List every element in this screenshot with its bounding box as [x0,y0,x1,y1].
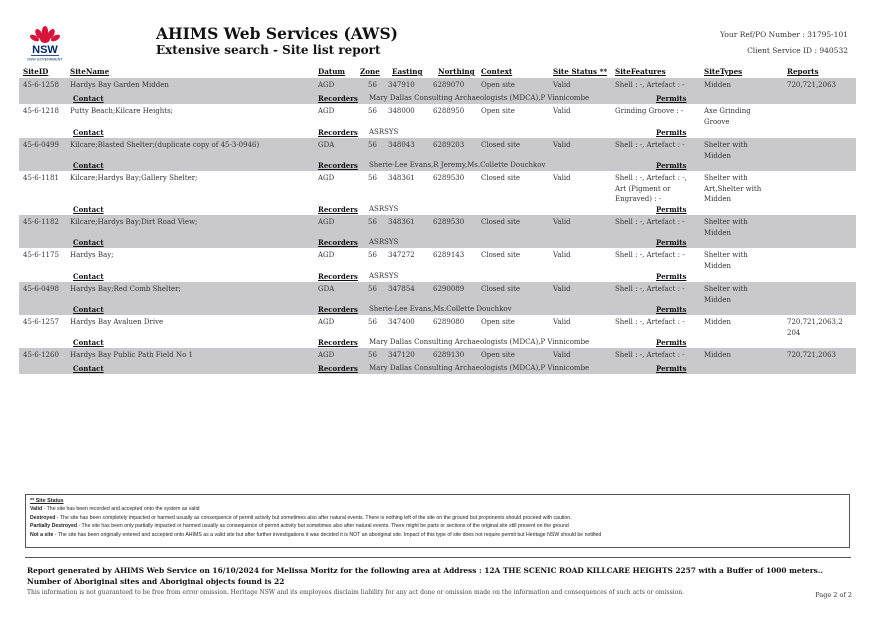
recorders-label: Recorders [318,338,358,347]
waratah-icon [29,26,61,43]
site-status: Valid [553,141,571,149]
site-types: Shelter with Midden [704,251,748,270]
site-status: Valid [553,251,571,259]
zone: 56 [368,218,377,226]
context: Closed site [481,218,521,226]
context: Closed site [481,251,521,259]
col-header-reports: Reports [787,67,819,76]
svg-text:NSW GOVERNMENT: NSW GOVERNMENT [27,57,63,62]
site-types: Midden [704,351,732,359]
permits-label: Permits [656,128,687,137]
zone: 56 [368,251,377,259]
context: Open site [481,81,515,89]
site-status: Valid [553,218,571,226]
site-name: Kilcare;Hardys Bay;Gallery Shelter; [70,174,198,182]
datum: AGD [318,251,335,259]
site-name: Hardys Bay; [70,251,114,259]
site-status: Valid [553,285,571,293]
easting: 348043 [388,141,415,149]
easting: 348000 [388,107,415,115]
report-generated-line: Report generated by AHIMS Web Service on 16/10/2024 for Melissa Moritz for the following area at Address : 12A THE SCENIC ROAD KILLCARE HEIGHTS 2257 with a Buffer of 1000 meters.. [27,566,823,575]
context: Closed site [481,174,521,182]
site-features: Shell : -, Artefact : - [615,251,685,259]
permits-label: Permits [656,364,687,373]
permits-label: Permits [656,338,687,347]
recorders-value: Mary Dallas Consulting Archaeologists (MDCA),P Vinnicombe [369,338,590,346]
site-types: Midden [704,81,732,89]
recorders-label: Recorders [318,364,358,373]
col-header-easting: Easting [392,67,423,76]
northing: 6289203 [433,141,465,149]
zone: 56 [368,318,377,326]
nsw-government-logo [22,24,68,62]
datum: GDA [318,141,335,149]
site-name: Hardys Bay Garden Midden [70,81,169,89]
site-features: Shell : -, Artefact : - [615,81,685,89]
reports: 720,721,2063,2 204 [787,318,843,337]
context: Open site [481,318,515,326]
page-number: Page 2 of 2 [815,591,852,599]
datum: AGD [318,81,335,89]
legend-item-valid: Valid - The site has been recorded and accepted onto the system as valid [30,506,200,512]
zone: 56 [368,81,377,89]
reports: 720,721,2063 [787,81,836,89]
recorders-value: Sherie-Lee Evans,Ms.Collette Douchkov [369,305,512,313]
col-header-sitetypes: SiteTypes [704,67,743,76]
legend-title: ** Site Status [30,498,64,504]
site-id: 45-6-1218 [23,107,59,115]
col-header-zone: Zone [360,67,380,76]
permits-label: Permits [656,305,687,314]
site-status: Valid [553,174,571,182]
site-features: Grinding Groove : - [615,107,684,115]
legend-item-destroyed: Destroyed - The site has been completely impacted or harmed usually as consequence of permit activity but sometimes also after natural events. There is nothing left of the site on the ground but proponents should proceed with caution. [30,514,572,521]
site-features: Shell : -, Artefact : -, Art (Pigment or Engraved) : - [615,174,687,203]
recorders-value: Mary Dallas Consulting Archaeologists (MDCA),P Vinnicombe [369,364,590,372]
recorders-value: ASRSYS [369,128,399,136]
northing: 6289070 [433,81,465,89]
datum: AGD [318,351,335,359]
contact-label: Contact [73,94,104,103]
site-features: Shell : -, Artefact : - [615,218,685,226]
reports: 720,721,2063 [787,351,836,359]
recorders-value: ASRSYS [369,238,399,246]
easting: 347400 [388,318,415,326]
recorders-value: Mary Dallas Consulting Archaeologists (MDCA),P Vinnicombe [369,94,590,102]
recorders-value: ASRSYS [369,205,399,213]
site-id: 45-6-1258 [23,81,59,89]
context: Closed site [481,285,521,293]
contact-label: Contact [73,338,104,347]
report-subtitle: Extensive search - Site list report [156,43,381,57]
easting: 347854 [388,285,415,293]
site-features: Shell : -, Artefact : - [615,351,685,359]
site-id: 45-6-1257 [23,318,59,326]
easting: 347120 [388,351,415,359]
client-service-id: Client Service ID : 940532 [747,46,848,55]
site-types: Axe Grinding Groove [704,107,751,126]
context: Closed site [481,141,521,149]
site-features: Shell : -, Artefact : - [615,318,685,326]
datum: AGD [318,107,335,115]
permits-label: Permits [656,272,687,281]
legend-item-not-a-site: Not a site - The site has been originally entered and accepted onto AHIMS as a valid site but after further investigations it was decided it is NOT an aboriginal site. Impact of this type of site does not require permit but Heritage NSW should be notified [30,531,602,538]
northing: 6290089 [433,285,465,293]
footer-divider [25,557,851,558]
northing: 6289143 [433,251,465,259]
zone: 56 [368,141,377,149]
permits-label: Permits [656,238,687,247]
easting: 347272 [388,251,415,259]
col-header-context: Context [481,67,513,76]
contact-label: Contact [73,205,104,214]
northing: 6289530 [433,174,465,182]
col-header-datum: Datum [318,67,346,76]
col-header-siteid: SiteID [23,67,49,76]
col-header-northing: Northing [438,67,475,76]
zone: 56 [368,351,377,359]
datum: AGD [318,318,335,326]
recorders-label: Recorders [318,94,358,103]
legend-item-partially-destroyed: Partially Destroyed - The site has been only partially impacted or harmed usually as consequence of permit activity but sometimes also after natural events. There might be parts or sections of the original site still present on the ground [30,523,569,530]
permits-label: Permits [656,161,687,170]
recorders-label: Recorders [318,238,358,247]
site-types: Shelter with Midden [704,218,748,237]
easting: 347910 [388,81,415,89]
site-id: 45-6-1260 [23,351,59,359]
contact-label: Contact [73,305,104,314]
easting: 348361 [388,174,415,182]
recorders-value: Sherie-Lee Evans,R Jeremy,Ms.Collette Douchkov [369,161,546,169]
context: Open site [481,351,515,359]
site-count-line: Number of Aboriginal sites and Aboriginal objects found is 22 [27,577,285,586]
site-status: Valid [553,107,571,115]
recorders-value: ASRSYS [369,272,399,280]
site-id: 45-6-0499 [23,141,59,149]
site-types: Shelter with Midden [704,285,748,304]
datum: GDA [318,285,335,293]
northing: 6288950 [433,107,465,115]
site-name: Kilcare;Hardys Bay;Dirt Road View; [70,218,198,226]
site-status-legend [25,494,850,548]
col-header-sitename: SiteName [70,67,110,76]
zone: 56 [368,285,377,293]
site-types: Midden [704,318,732,326]
site-features: Shell : -, Artefact : - [615,141,685,149]
site-types: Shelter with Art,Shelter with Midden [704,174,762,203]
northing: 6289530 [433,218,465,226]
zone: 56 [368,174,377,182]
disclaimer: This information is not guaranteed to be free from error omission. Heritage NSW and its employees disclaim liability for any act done or omission made on the information and consequences of such acts or omission. [27,589,684,596]
context: Open site [481,107,515,115]
site-id: 45-6-1175 [23,251,59,259]
recorders-label: Recorders [318,128,358,137]
site-status: Valid [553,81,571,89]
datum: AGD [318,174,335,182]
site-status: Valid [553,318,571,326]
svg-text:NSW: NSW [32,44,58,56]
site-id: 45-6-1181 [23,174,59,182]
site-id: 45-6-1182 [23,218,59,226]
recorders-label: Recorders [318,161,358,170]
datum: AGD [318,218,335,226]
col-header-site-status: Site Status ** [553,67,608,76]
site-name: Putty Beach;Kilcare Heights; [70,107,174,115]
permits-label: Permits [656,94,687,103]
recorders-label: Recorders [318,305,358,314]
ref-number: Your Ref/PO Number : 31795-101 [720,30,848,39]
site-name: Hardys Bay;Red Comb Shelter; [70,285,181,293]
site-status: Valid [553,351,571,359]
contact-label: Contact [73,272,104,281]
northing: 6289130 [433,351,465,359]
report-title: AHIMS Web Services (AWS) [156,24,398,43]
site-name: Hardys Bay Avaluen Drive [70,318,164,326]
site-name: Hardys Bay Public Path Field No 1 [70,351,194,359]
contact-label: Contact [73,238,104,247]
easting: 348361 [388,218,415,226]
site-features: Shell : -, Artefact : - [615,285,685,293]
contact-label: Contact [73,161,104,170]
contact-label: Contact [73,128,104,137]
site-types: Shelter with Midden [704,141,748,160]
permits-label: Permits [656,205,687,214]
site-id: 45-6-0498 [23,285,59,293]
recorders-label: Recorders [318,205,358,214]
zone: 56 [368,107,377,115]
northing: 6289080 [433,318,465,326]
contact-label: Contact [73,364,104,373]
col-header-sitefeatures: SiteFeatures [615,67,666,76]
recorders-label: Recorders [318,272,358,281]
site-name: Kilcare;Blasted Shelter;(duplicate copy of 45-3-0946) [70,141,260,149]
